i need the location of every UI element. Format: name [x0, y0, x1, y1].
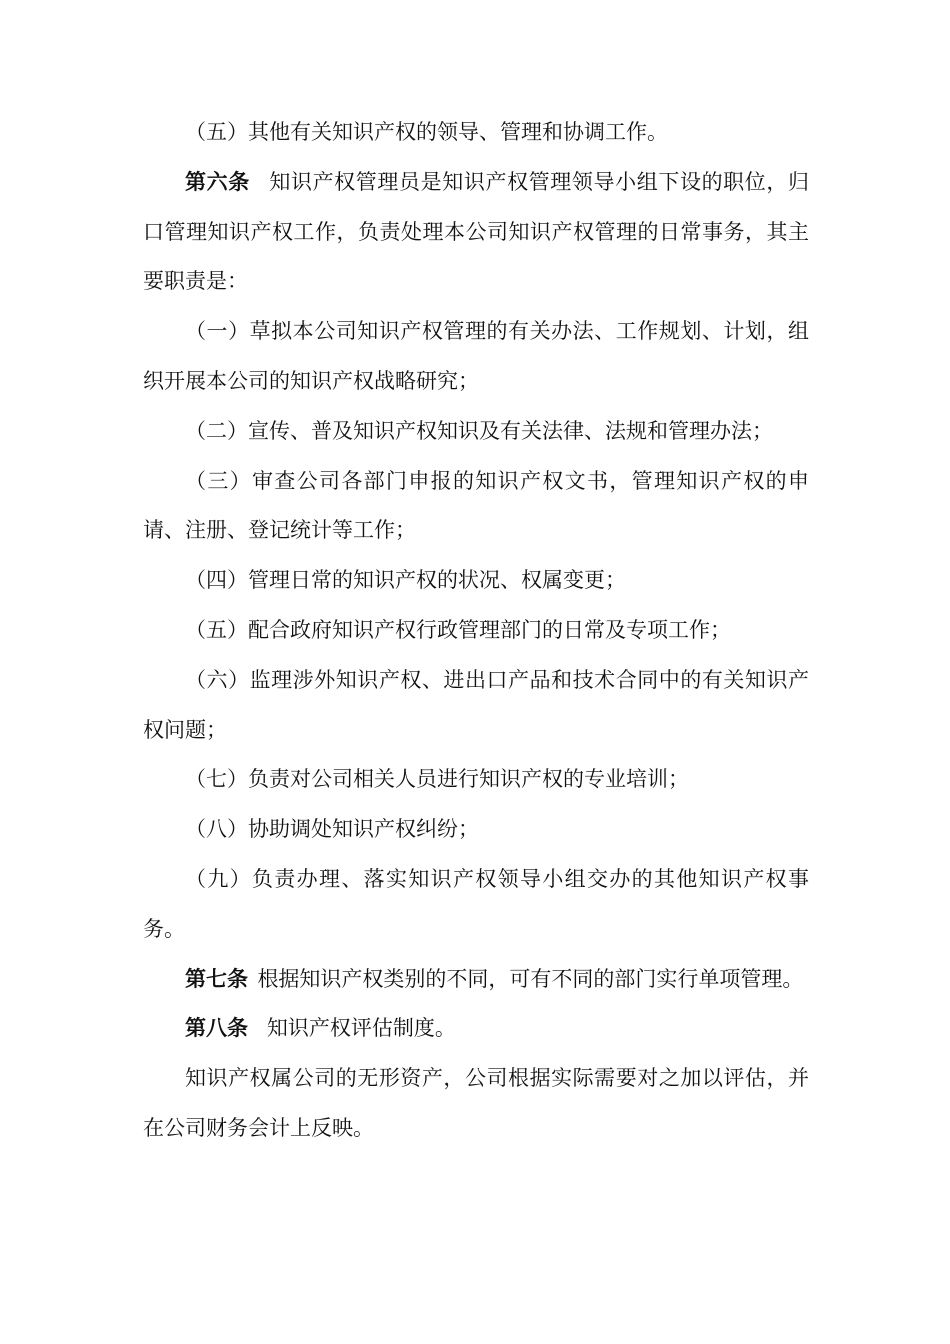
paragraph-text: 知识产权属公司的无形资产，公司根据实际需要对之加以评估，并在公司财务会计上反映。	[143, 1066, 809, 1140]
article-6-item-3	[143, 457, 809, 557]
article-heading: 第八条	[185, 1016, 248, 1041]
article-7	[143, 955, 809, 1005]
article-heading: 第六条	[185, 169, 250, 194]
article-6	[143, 158, 809, 307]
paragraph-text: （九）负责办理、落实知识产权领导小组交办的其他知识产权事务。	[143, 866, 809, 941]
paragraph-text: 根据知识产权类别的不同，可有不同的部门实行单项管理。	[257, 966, 804, 991]
paragraph-text: （三）审查公司各部门申报的知识产权文书，管理知识产权的申请、注册、登记统计等工作；	[143, 468, 809, 543]
paragraph-item-5-other	[143, 108, 809, 158]
article-6-item-4	[143, 556, 809, 606]
article-6-item-8	[143, 805, 809, 855]
article-8	[143, 1004, 809, 1054]
paragraph-text: （六）监理涉外知识产权、进出口产品和技术合同中的有关知识产权问题；	[143, 667, 809, 742]
article-6-item-7	[143, 755, 809, 805]
paragraph-text: （五）其他有关知识产权的领导、管理和协调工作。	[185, 120, 668, 144]
paragraph-text: （七）负责对公司相关人员进行知识产权的专业培训；	[185, 767, 689, 792]
article-6-item-2	[143, 407, 809, 457]
paragraph-text: 知识产权评估制度。	[266, 1016, 456, 1041]
article-heading: 第七条	[185, 966, 248, 991]
article-6-item-9	[143, 855, 809, 955]
paragraph-text: 知识产权管理员是知识产权管理领导小组下设的职位，归口管理知识产权工作，负责处理本公司知识产权管理的日常事务，其主要职责是：	[143, 169, 810, 294]
article-8-body	[143, 1054, 809, 1154]
paragraph-text: （四）管理日常的知识产权的状况、权属变更；	[185, 568, 626, 593]
document-body	[143, 108, 809, 1154]
paragraph-text: （二）宣传、普及知识产权知识及有关法律、法规和管理办法；	[185, 418, 773, 443]
article-6-item-5	[143, 606, 809, 656]
paragraph-text: （五）配合政府知识产权行政管理部门的日常及专项工作；	[185, 617, 731, 642]
article-6-item-6	[143, 656, 809, 756]
paragraph-text: （八）协助调处知识产权纠纷；	[185, 817, 479, 842]
article-6-item-1	[143, 307, 809, 407]
paragraph-text: （一）草拟本公司知识产权管理的有关办法、工作规划、计划，组织开展本公司的知识产权战略研究；	[143, 319, 809, 393]
